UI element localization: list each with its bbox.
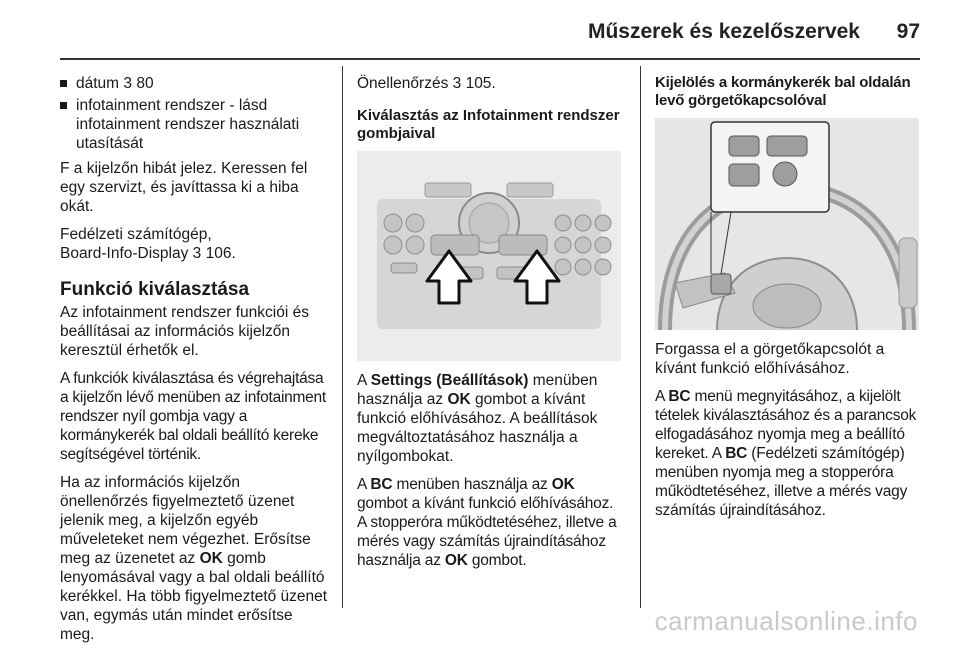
page-reference-link[interactable]: 3 105. bbox=[452, 75, 496, 92]
bullet-icon bbox=[60, 102, 67, 109]
steering-wheel-figure bbox=[655, 118, 919, 330]
paragraph: A BC menüben használja az OK gombot a kívánt funkció előhívásához. A stopperóra működtetéséhez, illetve a mérés vagy számítás újraindításához használja az OK gombot. bbox=[357, 476, 617, 569]
column-right bbox=[655, 74, 923, 529]
paragraph: Ha az információs kijelzőn önellenőrzés figyelmeztető üzenet jelenik meg, a kijelzőn egyéb műveleteket nem végezhet. Erősítse meg az üzenetet az OK gomb lenyomásával vagy a bal oldali beállító kerékkel. Ha több figyelmeztető üzenet van, egymás után mindet erősítse meg. bbox=[60, 474, 328, 643]
header-rule bbox=[60, 58, 920, 60]
paragraph: Forgassa el a görgetőkapcsolót a kívánt funkció előhívásához. bbox=[655, 341, 885, 377]
paragraph: F a kijelzőn hibát jelez. Keressen fel egy szervizt, és javíttassa ki a hiba okát. bbox=[60, 160, 308, 215]
paragraph: A BC menü megnyitásához, a kijelölt tételek kiválasztásához és a parancsok elfogadásához nyomja meg a beállító kereket. A BC (Fedélzeti számítógép) menüben nyomja meg a stopperóra működtetéséhez, illetve a mérés vagy számítás újraindításához. bbox=[655, 388, 917, 519]
bullet-icon bbox=[60, 80, 67, 87]
paragraph: Fedélzeti számítógép, Board-Info-Display 3 106. bbox=[60, 226, 236, 262]
column-divider-1 bbox=[342, 66, 343, 608]
paragraph: A funkciók kiválasztása és végrehajtása a kijelzőn lévő menüben az infotainment rendszer nyíl gombja vagy a kormánykerék bal oldali beállító kereke segítségével történik. bbox=[60, 370, 326, 463]
page-reference-link[interactable]: 3 106. bbox=[192, 245, 236, 262]
page-title: Műszerek és kezelőszervek bbox=[587, 20, 860, 43]
column-middle bbox=[357, 74, 624, 579]
list-item: dátum 3 80 bbox=[60, 74, 328, 93]
column-left bbox=[60, 74, 328, 653]
paragraph: Önellenőrzés 3 105. bbox=[357, 75, 496, 92]
section-heading: Funkció kiválasztása bbox=[60, 279, 250, 300]
page-header bbox=[60, 14, 920, 54]
page-reference-link[interactable]: 3 80 bbox=[123, 75, 154, 92]
watermark: carmanualsonline.info bbox=[654, 606, 918, 636]
paragraph: Az infotainment rendszer funkciói és beállításai az információs kijelzőn keresztül érhetők el. bbox=[60, 304, 309, 359]
subsection-heading: Kiválasztás az Infotainment rendszer gombjaival bbox=[357, 107, 620, 142]
paragraph: A Settings (Beállítások) menüben használja az OK gombot a kívánt funkció előhívásához. A beállítások megváltoztatásához használja a nyílgombokat. bbox=[357, 372, 598, 465]
column-divider-2 bbox=[640, 66, 641, 608]
page-number: 97 bbox=[896, 20, 920, 43]
subsection-heading: Kijelölés a kormánykerék bal oldalán levő görgetőkapcsolóval bbox=[655, 74, 911, 109]
list-item: infotainment rendszer - lásd infotainment rendszer használati utasítását bbox=[60, 96, 328, 153]
infotainment-panel-figure bbox=[357, 151, 621, 361]
